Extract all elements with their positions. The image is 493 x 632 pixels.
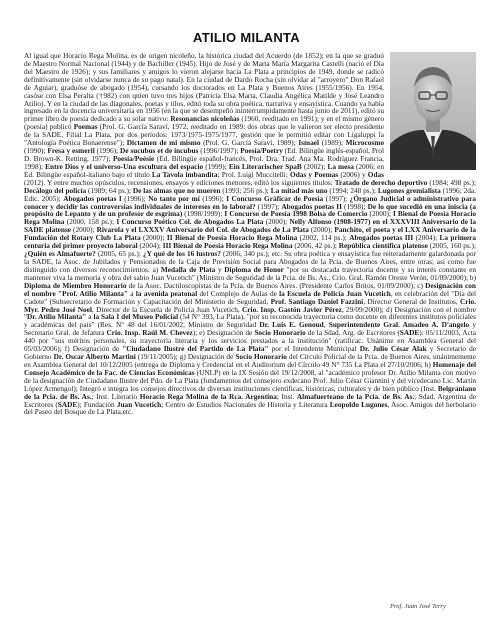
text-run: (1998); — [341, 201, 368, 211]
text-run: , — [323, 320, 329, 330]
bold-text-run: Odas y Poemas — [290, 169, 339, 179]
bold-text-run: ¿Órgano Judicial o administrativo para conocer y decidir las controversias individuales de intereses en lo laboral? — [24, 193, 476, 211]
text-run: (2006; en Ed. Bilingüe español-italiano bajo el título — [24, 161, 384, 179]
bold-text-run: ¿Quién es Almafuerte? — [24, 249, 96, 259]
text-run: ); e) Designación de — [192, 328, 255, 338]
bold-text-run: De sucubus et de incubus — [119, 146, 199, 156]
text-run: Al igual que Horacio Rega Molina, es de origen nicoleño, la histórica ciudad del Acuerdo (de 1852); en la que se graduó de Maestro Normal Nacional (1944) y de Bachiller (1945). Hijo de José y de Marta María Margarita Castelli (nació el Día del Maestro de 1926); y sus familiares y amigos lo vieron alejarse hacia La Plata a principios de 1949, donde se radicó definitivamente (sin olvidarse nunca de su pago natal). En la ciudad de Dardo Rocha (sin olvidar al "arroyero" Don Rafael de Aguiar), graduóse de abogado (1954), cursando los doctorados en La Plata y Buenos Aires (1955/1956). En 1954, casóse con Elsa Peralta (†982) con quien tuvo tres hijos (Patricia Elsa Marta, Claudia Angélica Matilde y José Leandro Atilio). Y en la ciudad de las diagonales, poetas y tilos, editó toda su obra poética, narrativa y ensayística. Cuando ya había ingresado en la docencia universitaria en 1956 (en la que se desempeñó ininterrumpidamente hasta junio de 2011), editó su primer libro de poesía dedicado a su solar nativo: — [24, 51, 384, 124]
text-run: ; Sdad. Argentina de Escritores ( — [24, 391, 476, 409]
bold-text-run: la avenida peatonal — [135, 288, 198, 298]
bold-text-run: Dr. Luis E. Genoud — [259, 320, 324, 330]
text-run: (54 N° 393, La Plata), "por su reconocida trayectoria como docente en diferentes institutos policiales y académicas del país" (Res. N° 48 del 16/01/2002, Ministro de Seguridad — [24, 312, 476, 330]
text-run: (1996); — [199, 193, 227, 203]
bold-text-run: Panchito, el poeta y el LXX Aniversario de la Fundación del Rotary Club La Plata — [24, 225, 476, 243]
text-run: del Círculo Policial de la Pcia. de Buenos Aires, unánimemente en Asamblea General del 10/12/2005 (entrega de Diploma y Credencial en el Auditorium del Círculo 49 N° 735 La Plata el 27/10/2006; h) — [24, 352, 477, 369]
bold-text-run: La mesa — [327, 161, 354, 171]
bold-text-run: De lo que sucedió en una iniscia (a propósito de Lepanto y de un profesor de esgrima) — [24, 201, 476, 219]
bold-text-run: Entre Dios y el universo-Una escultura del espacio — [45, 161, 204, 171]
text-run: (2006, 42 ps.); — [292, 241, 339, 251]
bold-text-run: ¿Y qué de los 16 lustros? — [142, 249, 221, 259]
bold-text-run: Dr. Julio César Alak — [359, 344, 427, 354]
bold-text-run: Ein Literarischer SpaB — [228, 161, 302, 171]
bold-text-run: Fresa y esmeril — [47, 146, 95, 156]
bold-text-run: Poemas — [73, 122, 98, 132]
bold-text-run: Belgraniano de la Pcia. de Bs. As. — [24, 383, 476, 401]
text-run: (2000); — [263, 217, 290, 227]
bold-text-run: Crio. Insp. Gastón Javier Pérez — [242, 304, 342, 314]
text-run: (1999); — [203, 161, 229, 171]
text-run: (2005, 160 ps.); — [427, 241, 476, 251]
bold-text-run: La mitad más uno — [270, 185, 328, 195]
text-run: por el Intendente Municipal — [268, 344, 360, 354]
text-run: (2002, 114 ps.); — [297, 233, 350, 243]
bold-text-run: Prof. Santiago Daniel Fazzini — [270, 296, 364, 306]
bold-text-run: Crio. Insp. Raúl M. Chevez — [106, 328, 193, 338]
text-run: (1960, reeditado en 1991); y en el mismo género (poesía) publicó — [24, 114, 385, 132]
bold-text-run: Designación con el nombre "Prof. Atilio Milanta" — [24, 280, 476, 298]
bold-text-run: Dictamen de mi mismo — [126, 138, 201, 148]
text-run: (1989; 64 ps.); — [86, 185, 133, 195]
page-title: ATILIO MILANTA — [193, 30, 300, 45]
text-run: (2000, 158 ps.); — [64, 217, 117, 227]
bold-text-run: Poesía/Poetry — [240, 146, 283, 156]
bold-text-run: Socio Honorario — [235, 352, 287, 362]
text-run: (Ed. Bilingüe inglés-español, Prol D. Brown-K. Retting, 1977); — [24, 146, 384, 163]
bold-text-run: Crio. Myr. Pedro José Noel — [24, 296, 476, 314]
text-run: (1993; 256 ps.); — [220, 185, 271, 195]
bold-text-run: República científica platense — [338, 241, 428, 251]
bold-text-run: Diploma de Miembro Honorario — [24, 280, 127, 290]
bold-text-run: Dr. Oscar Alberto Martini — [53, 352, 136, 362]
bold-text-run: la Escuela de Policía Juan Vucetich — [279, 288, 391, 298]
bold-text-run: Diploma de Honor — [224, 264, 284, 274]
text-run: (2004); — [413, 233, 440, 243]
text-run: ); Fundación — [77, 399, 117, 409]
text-run: (1996); — [121, 193, 149, 203]
bold-text-run: I Concurso Gráficar de Poesía — [226, 193, 324, 203]
bold-text-run: Almafuerteano de la Pcia. de Bs. As. — [296, 391, 415, 401]
bold-text-run: La Tavola imbandita — [151, 169, 218, 179]
bold-text-run: Rivarola y el LXXXV Aniversario del Col. de Abogados de La Plata — [96, 225, 309, 235]
text-run: "por su destacada trayectoria docente y su interés constante en mantener viva la memoria y obra del sabio Juan Vucetich" (Ministro de Seguridad de la Pcia. de Bs. As., Crio. Gral. Ramón Oreste Verón, 01/09/2000); b) — [24, 264, 476, 282]
bold-text-run: Lugones gremialista — [377, 185, 441, 195]
text-run: ; Prol. Luigi Muccitelli; — [217, 169, 291, 179]
bold-text-run: la Sala I del Museo Policial — [93, 312, 179, 322]
bold-text-run: "Ciudadano Ilustre del Partido de La Plata" — [122, 344, 269, 354]
bold-text-run: SADE — [399, 328, 420, 338]
text-run: (2004); — [137, 241, 163, 251]
bold-text-run: De las almas que no mueren — [132, 185, 221, 195]
bold-text-run: Abogados poetas I — [63, 193, 122, 203]
text-run: , Asoc. Amigos del herbolario del Paseo del Bosque de La Plata,etc. — [24, 399, 476, 417]
bold-text-run: Odas — [367, 169, 384, 179]
text-run: (1994; 248 ps.); — [327, 185, 378, 195]
text-run: de la Asoc. Dactiloscopistas de la Pcia. de Buenos Aires. (Presidente Carlos Britos, 01/09/2000); c) — [126, 280, 426, 290]
text-run: (1984; 498 ps.); — [427, 177, 476, 187]
text-run: de la Sdad. Arg. de Escritores ( — [305, 328, 400, 338]
bold-text-run: I Concurso Poético Col. de Abogados La Plata — [116, 217, 264, 227]
bold-text-run: Socio Honorario — [254, 328, 306, 338]
bold-text-run: II Bienal de Poesía Horacio Rega Molina — [166, 233, 298, 243]
text-run: (2006, 340 ps.); etc. — [220, 249, 283, 259]
bold-text-run: Tratado de derecho deportivo — [334, 177, 428, 187]
text-run: del Complejo de Aulas de — [197, 288, 280, 298]
bold-text-run: Nelly Alfonso (1908-1977) en el XXXVIII Aniversario de la SADE platense — [24, 217, 476, 235]
text-run: (1996/1997); — [198, 146, 241, 156]
text-run: (Ed. Bilingüe español-francés, Prol. Dra. Trad. Ana Ma. Rodríguez Francia, 1998); — [24, 153, 384, 171]
bold-text-run: Poesía/Poésie — [112, 153, 155, 163]
text-run: (19/11/2005); g) Designación de — [135, 352, 236, 362]
bold-text-run: Superintendente Gral. Amadeo A. D'angelo — [328, 320, 470, 330]
text-run: ; Centro de Estudios Nacionales de Historia y Literatura — [161, 399, 330, 409]
text-run: (2000); — [367, 209, 394, 219]
bold-text-run: Juan Vucetich — [116, 399, 162, 409]
text-run: , en celebración del "Día del Cadete" (Subsecretario de Formación y Capacitación del Ministerio de Seguridad, — [24, 288, 477, 306]
text-run: (1997); — [255, 201, 282, 211]
bold-text-run: Abogados poetas III — [349, 233, 414, 243]
text-run: (2000); — [308, 225, 335, 235]
bold-text-run: Homenaje del Consejo Académico de la Fac. de Ciencias Económicas — [24, 359, 477, 377]
text-run: (1990); — [24, 146, 48, 156]
text-run: , Director General de Institutos, — [363, 296, 460, 306]
text-run: (1998/1999); — [182, 209, 225, 219]
author-portrait — [390, 52, 476, 170]
text-run: (1996; 2da. Edic. 2005); — [24, 185, 476, 203]
text-run: , Director de la Escuela de Policía Juan Vucetich, — [91, 304, 243, 314]
bold-text-run: III Bienal de Poesía Horacio Rega Molina — [162, 241, 293, 251]
bold-text-run: Dr. Atilio Milanta" — [26, 312, 87, 322]
bold-text-run: La primera centuria del primer proyecto laboral — [24, 233, 476, 251]
text-run: (UNLP) en la IX Sesión del 19/12/2008, al "académico profesor Dr. Atilio Milanta con motivo de la designación de Ciudadano Ilustre del Pdo. de La Plata (fundamentos del consejero exdecano Prof. Julio César Giannini — [24, 367, 476, 385]
bold-text-run: Resonancias nicoleñas — [170, 114, 240, 124]
bold-text-run: No tanto por mí — [148, 193, 200, 203]
text-run: y Secretario de Gobierno — [24, 344, 477, 362]
bold-text-run: Horacio Rega Molina de la Rca. Argentina — [139, 391, 277, 401]
text-run: (1997); — [323, 193, 350, 203]
text-run: (2000); — [71, 225, 97, 235]
text-run: ; Inst. — [276, 391, 297, 401]
text-run: (2005, 65 ps.); — [95, 249, 143, 259]
author-credit: Prof. Juan José Terry — [390, 603, 446, 610]
text-run: (2002); — [301, 161, 328, 171]
bold-text-run: Decálogo del policía — [24, 185, 87, 195]
text-run: (Prol. G. García Saraví, 1972, reeditado en 1989: dos obras que le valieron ser electo presidente de la SADE, Filial La Plata, por dos períodos: 1973/1975-1975/1977, gestión que le permitió editar con Ligaluppi la "Antología Poética Bonaerense"); — [24, 122, 384, 148]
bold-text-run: Medalla de Plata — [160, 264, 216, 274]
text-run: y — [215, 264, 225, 274]
text-run: (2012). Y entre muchos opúsculos, recensiones, ensayos y ediciones menores, editó los siguientes títulos: — [24, 177, 335, 187]
bold-text-run: I Concurso de Poesía 1998 Bolsa de Comercio — [224, 209, 368, 219]
bold-text-run: I Bienal de Poesía Horacio Rega Molina — [24, 209, 476, 227]
text-run: y del vicedecano Lic. Martín López Armengol); Integró e integra los consejos directivos de diversas instituciones científicas, históricas, culturales y de bien público (Inst. — [24, 375, 476, 393]
portrait-image — [390, 52, 476, 170]
bold-text-run: Abogados poetas II — [281, 201, 342, 211]
text-run: a — [86, 312, 94, 322]
text-run: a — [128, 288, 136, 298]
bold-text-run: SADE — [57, 399, 78, 409]
text-run: ): 05/11/2003, Acta 440 por "sus méritos personales, su trayectoria literaria y los servicios prestados a la institución" (ratificac. Unánime en Asamblea General del 05/03/2006); f) Designación de — [24, 328, 476, 354]
text-run: ; Inst. Literario — [91, 391, 140, 401]
bold-text-run: Ismael — [298, 138, 320, 148]
text-run: y Secretario Gral. de Jefatura — [24, 320, 477, 338]
text-run: (Prol. G. García Saraví, 1989); — [200, 138, 299, 148]
text-run: (1989); — [319, 138, 346, 148]
text-run: (2000); — [140, 233, 167, 243]
bold-text-run: Leopoldo Lugones — [329, 399, 388, 409]
bold-text-run: Microcosmo — [345, 138, 384, 148]
text-run: Su obra poética y ensayística fue reiteradamente galardonada por la SADE, la Asoc. de Jubilados y Pensionados de la Caja de Previsión Social para Abogados de la Pcia. de Buenos Aires, entre otras; así como fue distinguido con diversos reconocimientos: a) — [24, 249, 476, 274]
text-run: (2006) y — [338, 169, 368, 179]
text-run: , 29/09/2000); d) Designación con el nombre " — [24, 304, 477, 322]
biography-text — [24, 52, 476, 416]
text-run: (1996); — [94, 146, 120, 156]
